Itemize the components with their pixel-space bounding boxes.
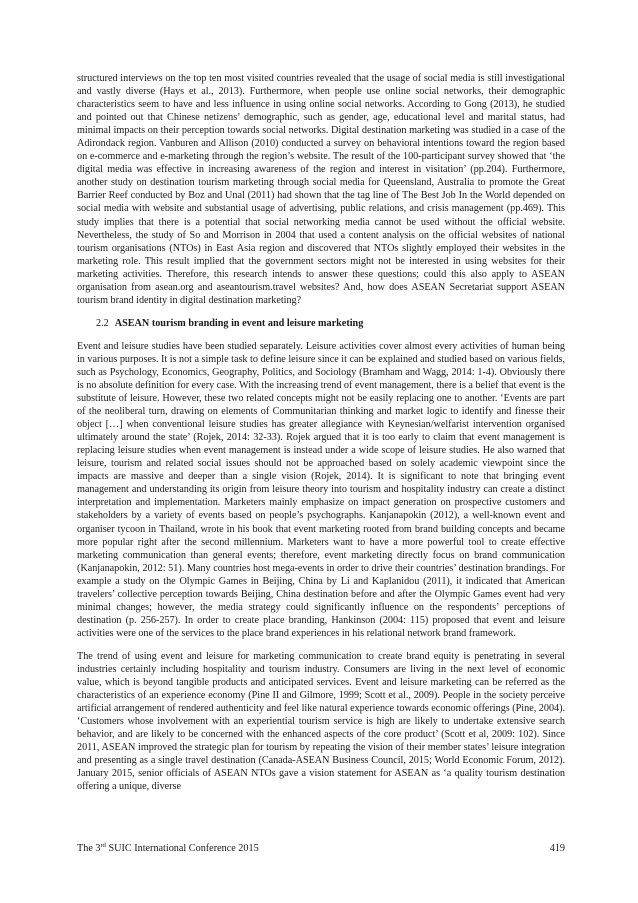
page-body: [77, 72, 565, 793]
paragraph-social-media-studies: structured interviews on the top ten most visited countries revealed that the usage of social media is still investigational and vastly diverse (Hays et al., 2013). Furthermore, when people use online social networks, their demographic characteristics seem to have and less influence in using online social networks. According to Gong (2013), he studied and pointed out that Chinese netizens’ demographic, such as gender, age, educational level and marital status, had minimal impacts on their perception towards social networks. Digital destination marketing was studied in a case of the Adirondack region. Vanburen and Allison (2010) conducted a survey on behavioral intentions toward the region based on e-commerce and e-marketing through the region’s website. The result of the 100-participant survey showed that ‘the digital media was effective in increasing awareness of the region and interest in visitation’ (pp.204). Furthermore, another study on destination tourism marketing through social media for Queensland, Australia to promote the Great Barrier Reef conducted by Boz and Unal (2011) had shown that the tag line of The Best Job In the World depended on social media with website and substantial usage of advertising, public relations, and crisis management (pp.469). This study implies that there is a potential that social networking media cannot be used without the official website. Nevertheless, the study of So and Morrison in 2004 that used a content analysis on the official websites of national tourism organisations (NTOs) in East Asia region and discovered that NTOs slightly employed their websites in the marketing role. This result implied that the government sectors might not be interested in using websites for their marketing activities. Therefore, this research intends to answer these questions; could this also apply to ASEAN organisation from asean.org and aseantourism.travel websites? And, how does ASEAN Secretariat support ASEAN tourism brand identity in digital destination marketing?: [77, 73, 565, 306]
paragraph-gap: [77, 307, 565, 317]
section-heading: [96, 317, 565, 330]
page-number: 419: [549, 843, 565, 854]
footer-suffix: SUIC International Conference 2015: [105, 843, 259, 854]
paragraph-gap: [77, 330, 565, 340]
section-title: ASEAN tourism branding in event and leisure marketing: [114, 317, 364, 329]
paragraph-gap: [77, 640, 565, 650]
page-footer: [77, 842, 565, 856]
section-number: 2.2: [96, 317, 109, 329]
paragraph-event-leisure-studies: Event and leisure studies have been studied separately. Leisure activities cover almost every activities of human being in various purposes. It is not a simple task to define leisure since it can be explained and studied based on various fields, such as Psychology, Economics, Geography, Politics, and Sociology (Bramham and Wagg, 2014: 1-4). Obviously there is no absolute definition for every case. With the increasing trend of event management, there is a belief that event is the substitute of leisure. However, these two related concepts might not be easily replacing one to another. ‘Events are part of the neoliberal turn, drawing on elements of Communitarian thinking and market logic to identify and finesse their object […] when conventional leisure studies has greater allegiance with Keynesian/welfarist intervention organised ultimately around the state’ (Rojek, 2014: 32-33). Rojek argued that it is too early to claim that event management is replacing leisure studies when event management is instead under a wide scope of leisure studies. He also warned that leisure, tourism and related social issues should not be approached based on solely academic viewpoint since the impacts are massive and deeper than a single vision (Rojek, 2014). It is significant to note that bringing event management and understanding its origin from leisure theory into tourism and hospitality industry can create a distinct interpretation and implementation. Marketers mainly emphasize on impact generation on prospective customers and stakeholders by a variety of events based on people’s psychographs. Kanjanapokin (2012), a well-known event and organiser tycoon in Thailand, wrote in his book that event marketing rooted from brand building concepts and became more popular right after the second millennium. Marketers want to have a more powerful tool to create effective marketing communication than general events; therefore, event marketing directly focus on brand communication (Kanjanapokin, 2012: 51). Many countries host mega-events in order to drive their countries’ destination brandings. For example a study on the Olympic Games in Beijing, China by Li and Kaplanidou (2011), it indicated that American travelers’ collective perception towards Beijing, China destination before and after the Olympic Games event had very minimal changes; however, the media strategy could significantly influence on the respondents’ perceptions of destination (p. 256-257). In order to create place branding, Hankinson (2004: 115) proposed that event and leisure activities were one of the services to the place brand experiences in his relational network brand framework.: [77, 340, 565, 639]
footer-superscript: rd: [100, 842, 106, 849]
footer-conference-title: [77, 842, 259, 856]
paragraph-brand-equity-trend: The trend of using event and leisure for marketing communication to create brand equity is penetrating in several industries certainly including hospitality and tourism industry. Consumers are living in the next level of economic value, which is beyond tangible products and anticipated services. Event and leisure marketing can be referred as the characteristics of an experience economy (Pine II and Gilmore, 1999; Scott et al., 2009). People in the society perceive artificial arrangement of rendered authenticity and feel like natural experience towards economic offerings (Pine, 2004). ‘Customers whose involvement with an experiential tourism service is high are likely to undertake extensive search behavior, and are likely to be concerned with the enhanced aspects of the core product’ (Scott et al, 2009: 102). Since 2011, ASEAN improved the strategic plan for tourism by repeating the vision of their member states’ leisure integration and presenting as a single travel destination (Canada-ASEAN Business Council, 2015; World Economic Forum, 2012). January 2015, senior officials of ASEAN NTOs gave a vision statement for ASEAN as ‘a quality tourism destination offering a unique, diverse: [77, 650, 565, 793]
footer-prefix: The 3: [77, 843, 101, 854]
